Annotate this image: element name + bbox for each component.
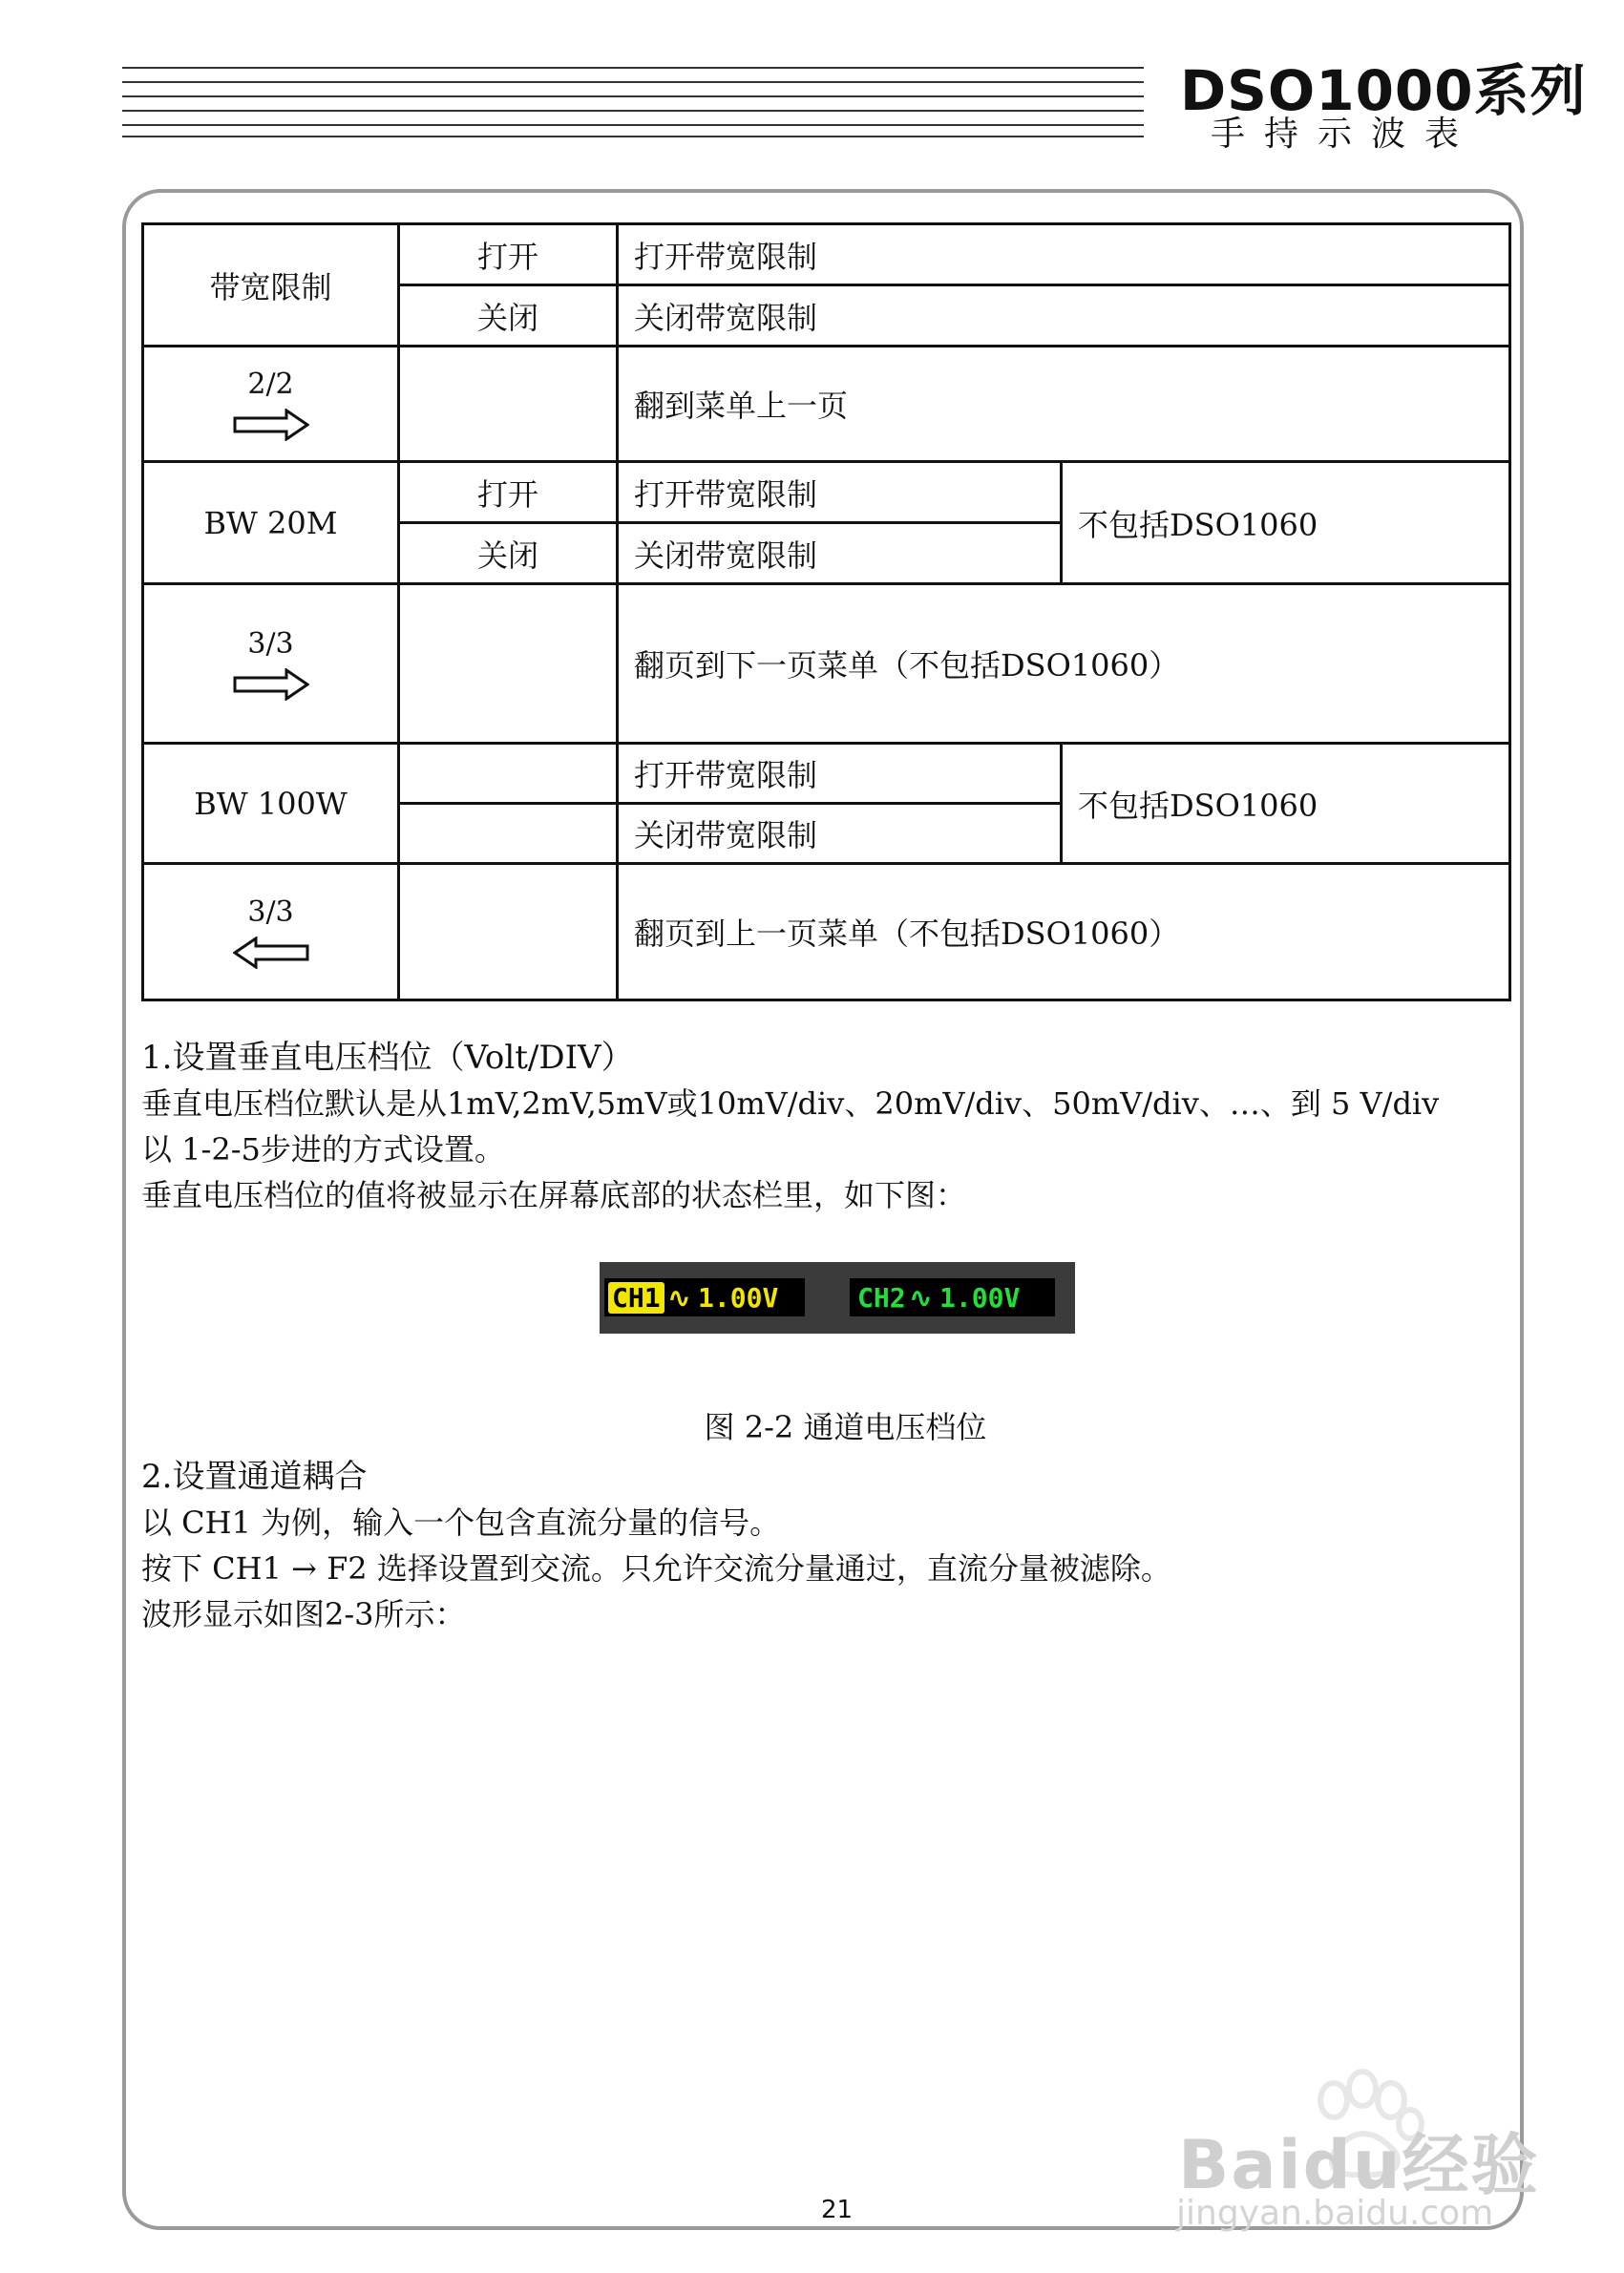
option-desc: 打开带宽限制	[618, 462, 1062, 523]
menu-item-name: 带宽限制	[143, 224, 399, 347]
section1-line2: 以 1-2-5步进的方式设置。	[141, 1131, 505, 1168]
ac-coupling-icon: ∿	[667, 1281, 691, 1314]
ch2-label: CH2	[857, 1281, 906, 1314]
page-number-footer: 21	[821, 2196, 854, 2224]
watermark-url: jingyan.baidu.com	[1176, 2194, 1494, 2233]
option-note: 不包括DSO1060	[1062, 462, 1510, 584]
page-indicator	[143, 347, 399, 462]
ac-coupling-icon: ∿	[909, 1281, 933, 1314]
header-title: DSO1000系列	[1180, 58, 1587, 123]
option-desc: 翻页到下一页菜单（不包括DSO1060）	[618, 584, 1510, 744]
ch2-volt-div: 1.00V	[939, 1281, 1021, 1314]
section1-heading: 1.设置垂直电压档位（Volt/DIV）	[141, 1039, 634, 1077]
ch1-status	[604, 1278, 805, 1316]
table-row	[143, 224, 1510, 285]
option-label	[399, 804, 618, 864]
menu-item-name: BW 100W	[143, 744, 399, 864]
ch1-label: CH1	[608, 1282, 664, 1314]
option-label: 打开	[399, 224, 618, 285]
option-label: 打开	[399, 462, 618, 523]
menu-item-name: BW 20M	[143, 462, 399, 584]
option-desc: 关闭带宽限制	[618, 804, 1062, 864]
page-number: 3/3	[247, 894, 294, 929]
option-desc: 翻页到上一页菜单（不包括DSO1060）	[618, 864, 1510, 1000]
section2-heading: 2.设置通道耦合	[141, 1458, 368, 1496]
section1-line3: 垂直电压档位的值将被显示在屏幕底部的状态栏里，如下图：	[141, 1177, 967, 1213]
menu-table	[141, 222, 1511, 1001]
figure-caption: 图 2-2 通道电压档位	[704, 1409, 987, 1445]
channel-status-bar	[600, 1262, 1075, 1334]
option-desc: 翻到菜单上一页	[618, 347, 1510, 462]
option-label: 关闭	[399, 523, 618, 584]
option-note: 不包括DSO1060	[1062, 744, 1510, 864]
empty-cell	[399, 347, 618, 462]
table-row	[143, 347, 1510, 462]
ch1-volt-div: 1.00V	[698, 1281, 779, 1314]
table-row	[143, 744, 1510, 804]
arrow-right-icon	[233, 409, 309, 441]
option-desc: 关闭带宽限制	[618, 523, 1062, 584]
arrow-left-icon	[233, 937, 309, 969]
ch2-status	[850, 1278, 1055, 1316]
section2-line1: 以 CH1 为例，输入一个包含直流分量的信号。	[141, 1505, 781, 1541]
page-indicator	[143, 864, 399, 1000]
option-label	[399, 744, 618, 804]
option-desc: 打开带宽限制	[618, 744, 1062, 804]
table-row	[143, 462, 1510, 523]
empty-cell	[399, 584, 618, 744]
table-row	[143, 864, 1510, 1000]
empty-cell	[399, 864, 618, 1000]
page-number: 3/3	[247, 626, 294, 661]
option-desc: 打开带宽限制	[618, 224, 1510, 285]
page-number: 2/2	[247, 367, 294, 401]
header-subtitle: 手持示波表	[1211, 115, 1479, 154]
watermark-logo: Baidu经验	[1178, 2126, 1540, 2204]
page-indicator	[143, 584, 399, 744]
option-desc: 关闭带宽限制	[618, 285, 1510, 347]
arrow-right-icon	[233, 668, 309, 701]
section2-line3: 波形显示如图2-3所示：	[141, 1596, 466, 1632]
section2-line2: 按下 CH1 → F2 选择设置到交流。只允许交流分量通过，直流分量被滤除。	[141, 1550, 1171, 1587]
table-row	[143, 584, 1510, 744]
section1-line1: 垂直电压档位默认是从1mV,2mV,5mV或10mV/div、20mV/div、50mV/div、…、到 5 V/div	[141, 1085, 1440, 1122]
option-label: 关闭	[399, 285, 618, 347]
header-rules	[122, 67, 1144, 138]
